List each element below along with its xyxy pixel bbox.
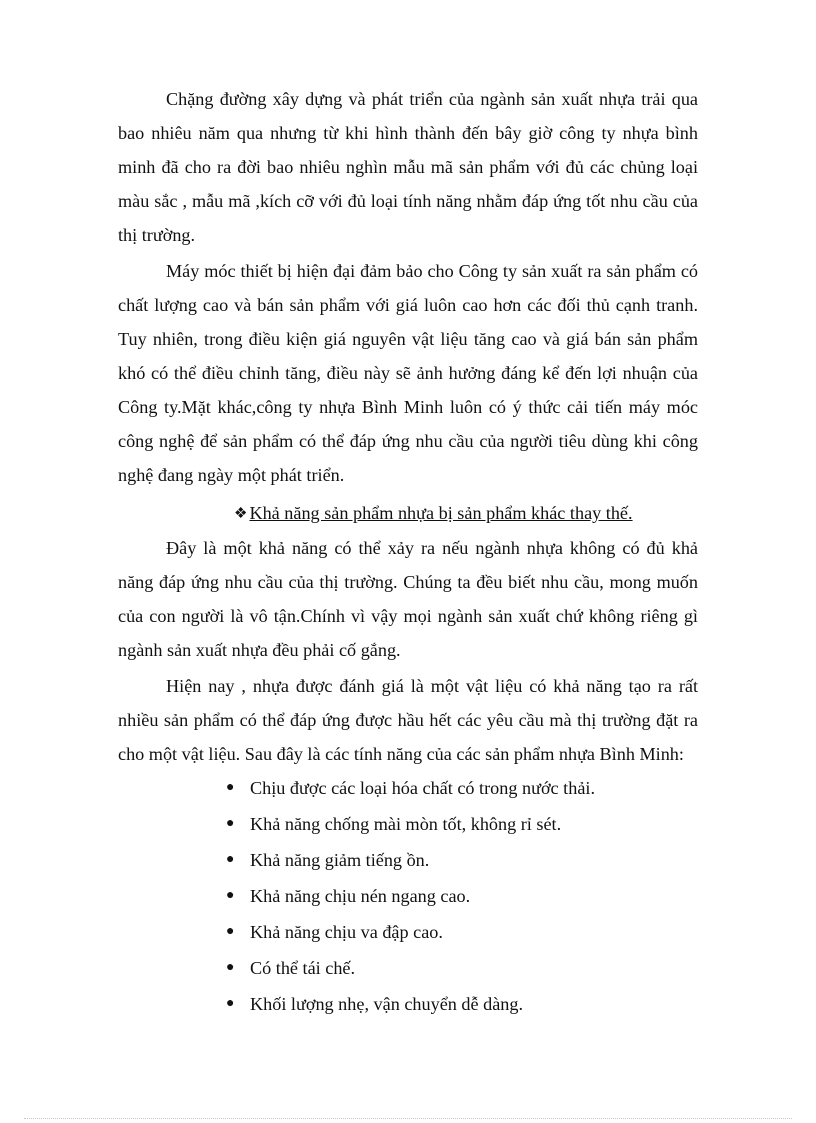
list-item: ● Khả năng chịu nén ngang cao.: [226, 879, 698, 913]
paragraph-intro: Chặng đường xây dựng và phát triển của ngành sản xuất nhựa trải qua bao nhiêu năm qua nhưng từ khi hình thành đến bây giờ công ty nhựa bình minh đã cho ra đời bao nhiêu nghìn mẫu mã sản phẩm với đủ các chủng loại màu sắc , mẫu mã ,kích cỡ với đủ loại tính năng nhằm đáp ứng tốt nhu cầu của thị trường.: [118, 89, 698, 245]
bullet-icon: ●: [226, 924, 235, 939]
bullet-icon: ●: [226, 888, 235, 903]
bullet-icon: ●: [226, 960, 235, 975]
list-item: ● Khả năng chịu va đập cao.: [226, 915, 698, 949]
list-item: ● Khả năng giảm tiếng ồn.: [226, 843, 698, 877]
list-item: ● Khả năng chống mài mòn tốt, không rỉ sét.: [226, 807, 698, 841]
bullet-icon: ●: [226, 996, 235, 1011]
bullet-icon: ●: [226, 816, 235, 831]
paragraph-substitution: Đây là một khả năng có thể xảy ra nếu ngành nhựa không có đủ khả năng đáp ứng nhu cầu của thị trường. Chúng ta đều biết nhu cầu, mong muốn của con người là vô tận.Chính vì vậy mọi ngành sản xuất chứ không riêng gì ngành sản xuất nhựa đều phải cố gắng.: [118, 538, 698, 660]
list-item: ● Khối lượng nhẹ, vận chuyển dễ dàng.: [226, 987, 698, 1021]
list-item: ● Chịu được các loại hóa chất có trong nước thải.: [226, 771, 698, 805]
page-bottom-divider: [24, 1118, 792, 1119]
bullet-icon: ●: [226, 780, 235, 795]
section-heading: [118, 496, 698, 531]
section-heading-text: Khả năng sản phẩm nhựa bị sản phẩm khác thay thế.: [249, 503, 633, 523]
paragraph-equipment: Máy móc thiết bị hiện đại đảm bảo cho Công ty sản xuất ra sản phẩm có chất lượng cao và bán sản phẩm với giá luôn cao hơn các đối thủ cạnh tranh. Tuy nhiên, trong điều kiện giá nguyên vật liệu tăng cao và giá bán sản phẩm khó có thể điều chỉnh tăng, điều này sẽ ảnh hưởng đáng kể đến lợi nhuận của Công ty.Mặt khác,công ty nhựa Bình Minh luôn có ý thức cải tiến máy móc công nghệ để sản phẩm có thể đáp ứng nhu cầu của người tiêu dùng khi công nghệ đang ngày một phát triển.: [118, 261, 698, 485]
list-item: ● Có thể tái chế.: [226, 951, 698, 985]
paragraph-features-intro: Hiện nay , nhựa được đánh giá là một vật liệu có khả năng tạo ra rất nhiều sản phẩm có thể đáp ứng được hầu hết các yêu cầu mà thị trường đặt ra cho một vật liệu. Sau đây là các tính năng của các sản phẩm nhựa Bình Minh:: [118, 676, 698, 764]
document-page: [118, 82, 698, 1023]
diamond-bullet-icon: ❖: [234, 506, 248, 522]
features-list: [118, 771, 698, 1021]
bullet-icon: ●: [226, 852, 235, 867]
